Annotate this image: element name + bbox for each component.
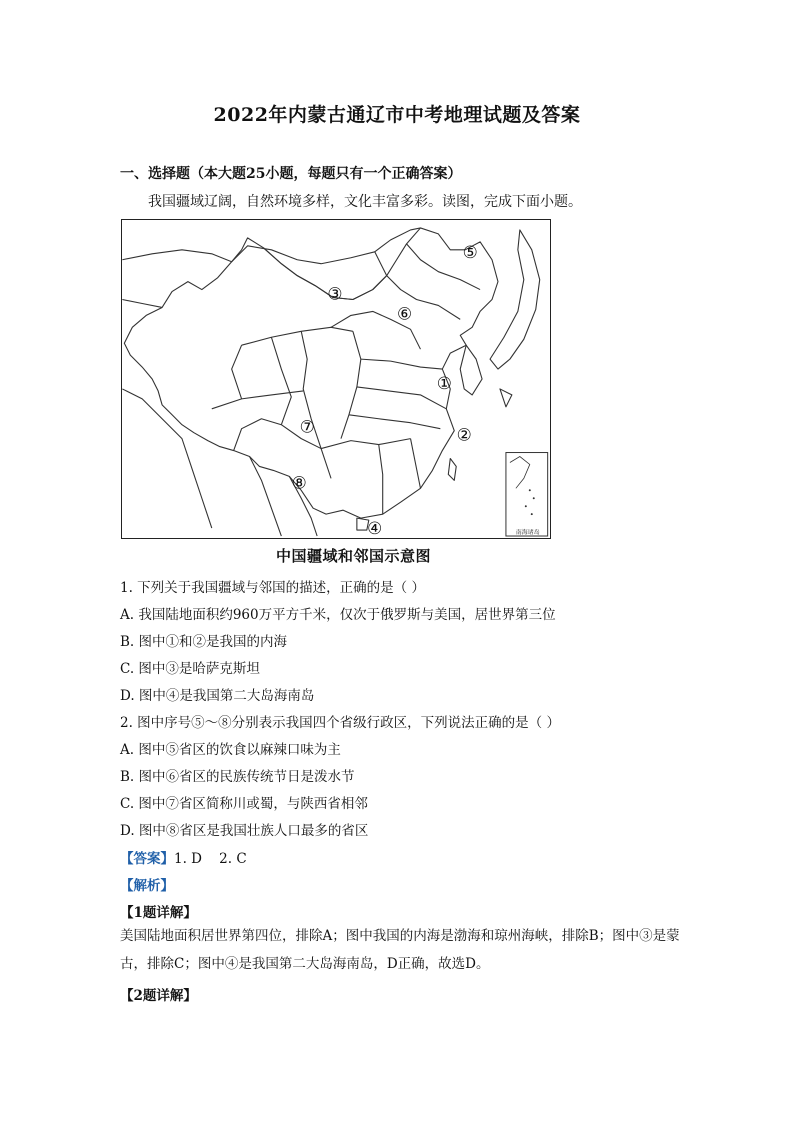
q1-option-c: C. 图中③是哈萨克斯坦: [120, 661, 260, 677]
map-caption: 中国疆域和邻国示意图: [276, 547, 432, 565]
q2-option-b: B. 图中⑥省区的民族传统节日是泼水节: [120, 769, 355, 785]
map-marker-2: ②: [456, 424, 472, 445]
south-china-sea-inset: [506, 453, 548, 536]
q2-option-a: A. 图中⑤省区的饮食以麻辣口味为主: [120, 742, 341, 758]
q1-option-d: D. 图中④是我国第二大岛海南岛: [120, 688, 315, 704]
q2-option-c: C. 图中⑦省区简称川或蜀，与陕西省相邻: [120, 796, 368, 812]
q2-option-d: D. 图中⑧省区是我国壮族人口最多的省区: [120, 823, 369, 839]
map-marker-3: ③: [327, 283, 343, 304]
q1-option-a: A. 我国陆地面积约960万平方千米，仅次于俄罗斯与美国，居世界第三位: [120, 607, 556, 623]
analysis-label: 【解析】: [120, 878, 174, 894]
map-marker-7: ⑦: [299, 416, 315, 437]
answer-text: 1. D 2. C: [174, 851, 247, 867]
detail2-label: 【2题详解】: [120, 988, 197, 1004]
answer-label: 【答案】: [120, 851, 174, 867]
answer-line: [120, 847, 247, 867]
detail1-label: 【1题详解】: [120, 905, 197, 921]
section-heading: 一、选择题（本大题25小题，每题只有一个正确答案）: [120, 166, 462, 182]
map-marker-6: ⑥: [396, 303, 413, 324]
map-marker-5: ⑤: [462, 241, 478, 262]
q2-stem: 2. 图中序号⑤～⑧分别表示我国四个省级行政区，下列说法正确的是（ ）: [120, 715, 560, 731]
question-intro: 我国疆域辽阔，自然环境多样，文化丰富多彩。读图，完成下面小题。: [148, 194, 582, 210]
map-marker-8: ⑧: [291, 472, 307, 493]
map-marker-4: ④: [367, 518, 383, 538]
document-title: 2022年内蒙古通辽市中考地理试题及答案: [213, 104, 581, 126]
china-map-svg: [122, 220, 550, 538]
q1-stem: 1. 下列关于我国疆域与邻国的描述，正确的是（ ）: [120, 580, 425, 596]
q1-option-b: B. 图中①和②是我国的内海: [120, 634, 288, 650]
map-marker-1: ①: [436, 372, 452, 393]
detail1-text: 美国陆地面积居世界第四位，排除A；图中我国的内海是渤海和琼州海峡，排除B；图中③是蒙古，排除C；图中④是我国第二大岛海南岛，D正确，故选D。: [120, 928, 680, 972]
inset-label: 南海诸岛: [515, 529, 540, 537]
china-map-figure: [121, 219, 551, 539]
mongolia-boundary: [232, 246, 387, 300]
